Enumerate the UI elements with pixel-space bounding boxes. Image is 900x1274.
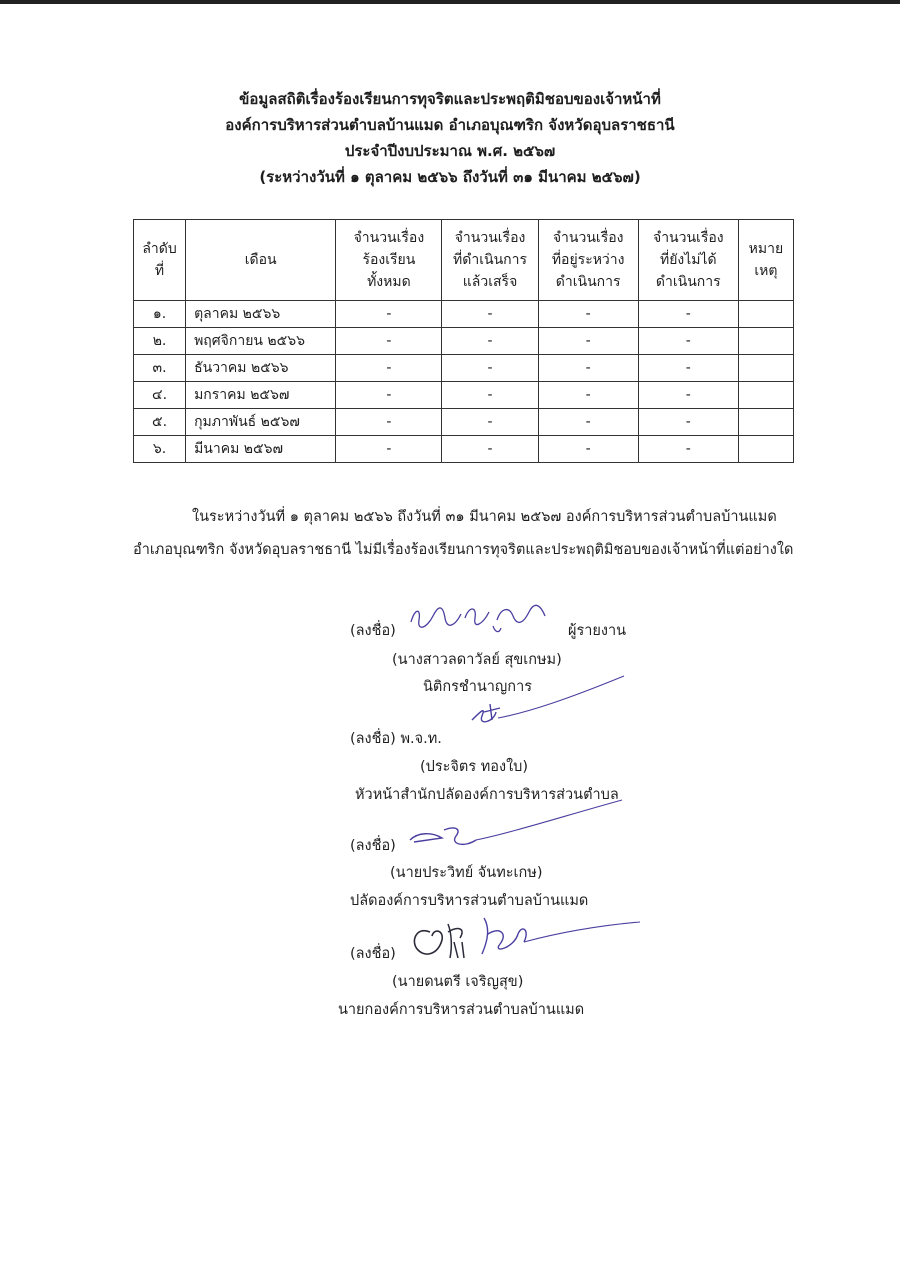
summary-line-1: ในระหว่างวันที่ ๑ ตุลาคม ๒๕๖๖ ถึงวันที่ ๓๑ มีนาคม ๒๕๖๗ องค์การบริหารส่วนตำบลบ้านแมด (192, 509, 777, 525)
signer-position-2: หัวหน้าสำนักปลัดองค์การบริหารส่วนตำบล (355, 787, 619, 803)
cell-no: ๖. (134, 436, 186, 463)
cell-done: - (442, 382, 538, 409)
sign-label-2: (ลงชื่อ) พ.จ.ท. (350, 731, 442, 747)
cell-note (738, 436, 793, 463)
sign-label-3: (ลงชื่อ) (350, 838, 396, 854)
header-not-yet: จำนวนเรื่อง ที่ยังไม่ได้ ดำเนินการ (638, 220, 738, 301)
cell-not-yet: - (638, 328, 738, 355)
handwritten-signature-1 (405, 598, 565, 638)
cell-total: - (336, 355, 442, 382)
cell-in-progress: - (538, 328, 638, 355)
cell-total: - (336, 409, 442, 436)
cell-month: มกราคม ๒๕๖๗ (186, 382, 336, 409)
cell-no: ๓. (134, 355, 186, 382)
cell-month: มีนาคม ๒๕๖๗ (186, 436, 336, 463)
table-row (134, 328, 794, 355)
sign-label-1: (ลงชื่อ) (350, 623, 396, 639)
scan-top-border (0, 0, 900, 4)
cell-month: ตุลาคม ๒๕๖๖ (186, 301, 336, 328)
cell-total: - (336, 301, 442, 328)
handwritten-signature-3 (404, 796, 624, 856)
table-row (134, 301, 794, 328)
signer-name-1: (นางสาวลดาวัลย์ สุขเกษม) (392, 652, 562, 668)
cell-month: พฤศจิกายน ๒๕๖๖ (186, 328, 336, 355)
signer-position-3: ปลัดองค์การบริหารส่วนตำบลบ้านแมด (350, 893, 589, 909)
cell-done: - (442, 301, 538, 328)
cell-in-progress: - (538, 409, 638, 436)
reporter-role: ผู้รายงาน (568, 623, 627, 639)
cell-in-progress: - (538, 301, 638, 328)
document-title (0, 86, 900, 190)
cell-no: ๕. (134, 409, 186, 436)
cell-not-yet: - (638, 355, 738, 382)
cell-note (738, 328, 793, 355)
signer-name-2: (ประจิตร ทองใบ) (420, 759, 529, 775)
cell-not-yet: - (638, 409, 738, 436)
cell-total: - (336, 436, 442, 463)
table-header-row (134, 220, 794, 301)
complaint-statistics-table (133, 219, 794, 463)
table-row (134, 436, 794, 463)
signer-name-4: (นายดนตรี เจริญสุข) (392, 974, 524, 990)
cell-in-progress: - (538, 382, 638, 409)
cell-month: ธันวาคม ๒๕๖๖ (186, 355, 336, 382)
cell-in-progress: - (538, 355, 638, 382)
table-row (134, 355, 794, 382)
signer-position-1: นิติกรชำนาญการ (423, 679, 532, 695)
cell-not-yet: - (638, 301, 738, 328)
sign-label-4: (ลงชื่อ) (350, 946, 396, 962)
table-row (134, 382, 794, 409)
summary-line-2: อำเภอบุณฑริก จังหวัดอุบลราชธานี ไม่มีเรื่องร้องเรียนการทุจริตและประพฤติมิชอบของเจ้าหน้าที่แต่อย่างใด (133, 542, 794, 558)
cell-no: ๔. (134, 382, 186, 409)
table-row (134, 409, 794, 436)
title-line-4: (ระหว่างวันที่ ๑ ตุลาคม ๒๕๖๖ ถึงวันที่ ๓๑ มีนาคม ๒๕๖๗) (259, 168, 641, 186)
signer-name-3: (นายประวิทย์ จันทะเกษ) (390, 865, 543, 881)
cell-not-yet: - (638, 382, 738, 409)
cell-not-yet: - (638, 436, 738, 463)
cell-total: - (336, 382, 442, 409)
title-line-2: องค์การบริหารส่วนตำบลบ้านแมด อำเภอบุณฑริก จังหวัดอุบลราชธานี (225, 116, 675, 134)
cell-in-progress: - (538, 436, 638, 463)
cell-done: - (442, 355, 538, 382)
cell-note (738, 409, 793, 436)
handwritten-signature-4 (404, 904, 644, 968)
cell-done: - (442, 409, 538, 436)
header-note: หมาย เหตุ (738, 220, 793, 301)
handwritten-signature-2 (460, 672, 630, 732)
cell-done: - (442, 436, 538, 463)
header-total: จำนวนเรื่อง ร้องเรียน ทั้งหมด (336, 220, 442, 301)
cell-month: กุมภาพันธ์ ๒๕๖๗ (186, 409, 336, 436)
cell-note (738, 301, 793, 328)
cell-total: - (336, 328, 442, 355)
cell-no: ๒. (134, 328, 186, 355)
cell-note (738, 355, 793, 382)
title-line-1: ข้อมูลสถิติเรื่องร้องเรียนการทุจริตและประพฤติมิชอบของเจ้าหน้าที่ (239, 90, 661, 108)
cell-no: ๑. (134, 301, 186, 328)
header-month: เดือน (186, 220, 336, 301)
cell-done: - (442, 328, 538, 355)
header-in-progress: จำนวนเรื่อง ที่อยู่ระหว่าง ดำเนินการ (538, 220, 638, 301)
header-no: ลำดับ ที่ (134, 220, 186, 301)
header-done: จำนวนเรื่อง ที่ดำเนินการ แล้วเสร็จ (442, 220, 538, 301)
title-line-3: ประจำปีงบประมาณ พ.ศ. ๒๕๖๗ (344, 142, 556, 160)
signer-position-4: นายกองค์การบริหารส่วนตำบลบ้านแมด (338, 1002, 585, 1018)
cell-note (738, 382, 793, 409)
